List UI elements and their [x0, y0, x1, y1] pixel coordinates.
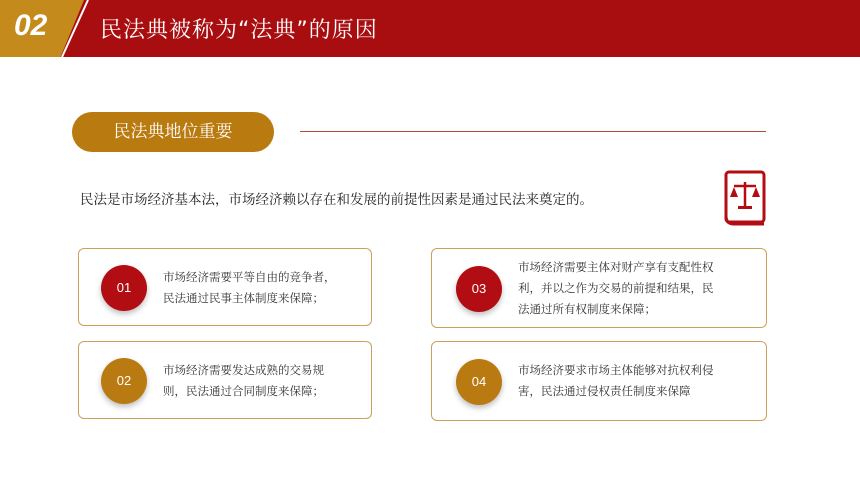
card-number-badge: 04 — [456, 359, 502, 405]
card-number-badge: 02 — [101, 358, 147, 404]
header-bar — [0, 0, 860, 57]
card-01 — [78, 248, 372, 326]
page-title: 民法典被称为“法典”的原因 — [100, 18, 378, 43]
card-number-badge: 03 — [456, 266, 502, 312]
card-text: 市场经济要求市场主体能够对抗权利侵 害，民法通过侵权责任制度来保障 — [518, 363, 714, 398]
section-divider — [300, 131, 766, 132]
card-03 — [431, 248, 767, 328]
section-heading-pill: 民法典地位重要 — [72, 112, 274, 152]
card-number-badge: 01 — [101, 265, 147, 311]
intro-text: 民法是市场经济基本法，市场经济赖以存在和发展的前提性因素是通过民法来奠定的。 — [80, 192, 593, 208]
card-text: 市场经济需要主体对财产享有支配性权 利，并以之作为交易的前提和结果，民 法通过所有权制度来保障； — [518, 260, 714, 316]
section-number: 02 — [14, 9, 48, 42]
header-divider-slash — [58, 0, 92, 57]
card-text: 市场经济需要平等自由的竞争者， 民法通过民事主体制度来保障； — [163, 270, 336, 305]
card-02 — [78, 341, 372, 419]
card-text: 市场经济需要发达成熟的交易规 则，民法通过合同制度来保障； — [163, 363, 324, 398]
law-book-scales-icon — [720, 170, 768, 228]
card-04 — [431, 341, 767, 421]
